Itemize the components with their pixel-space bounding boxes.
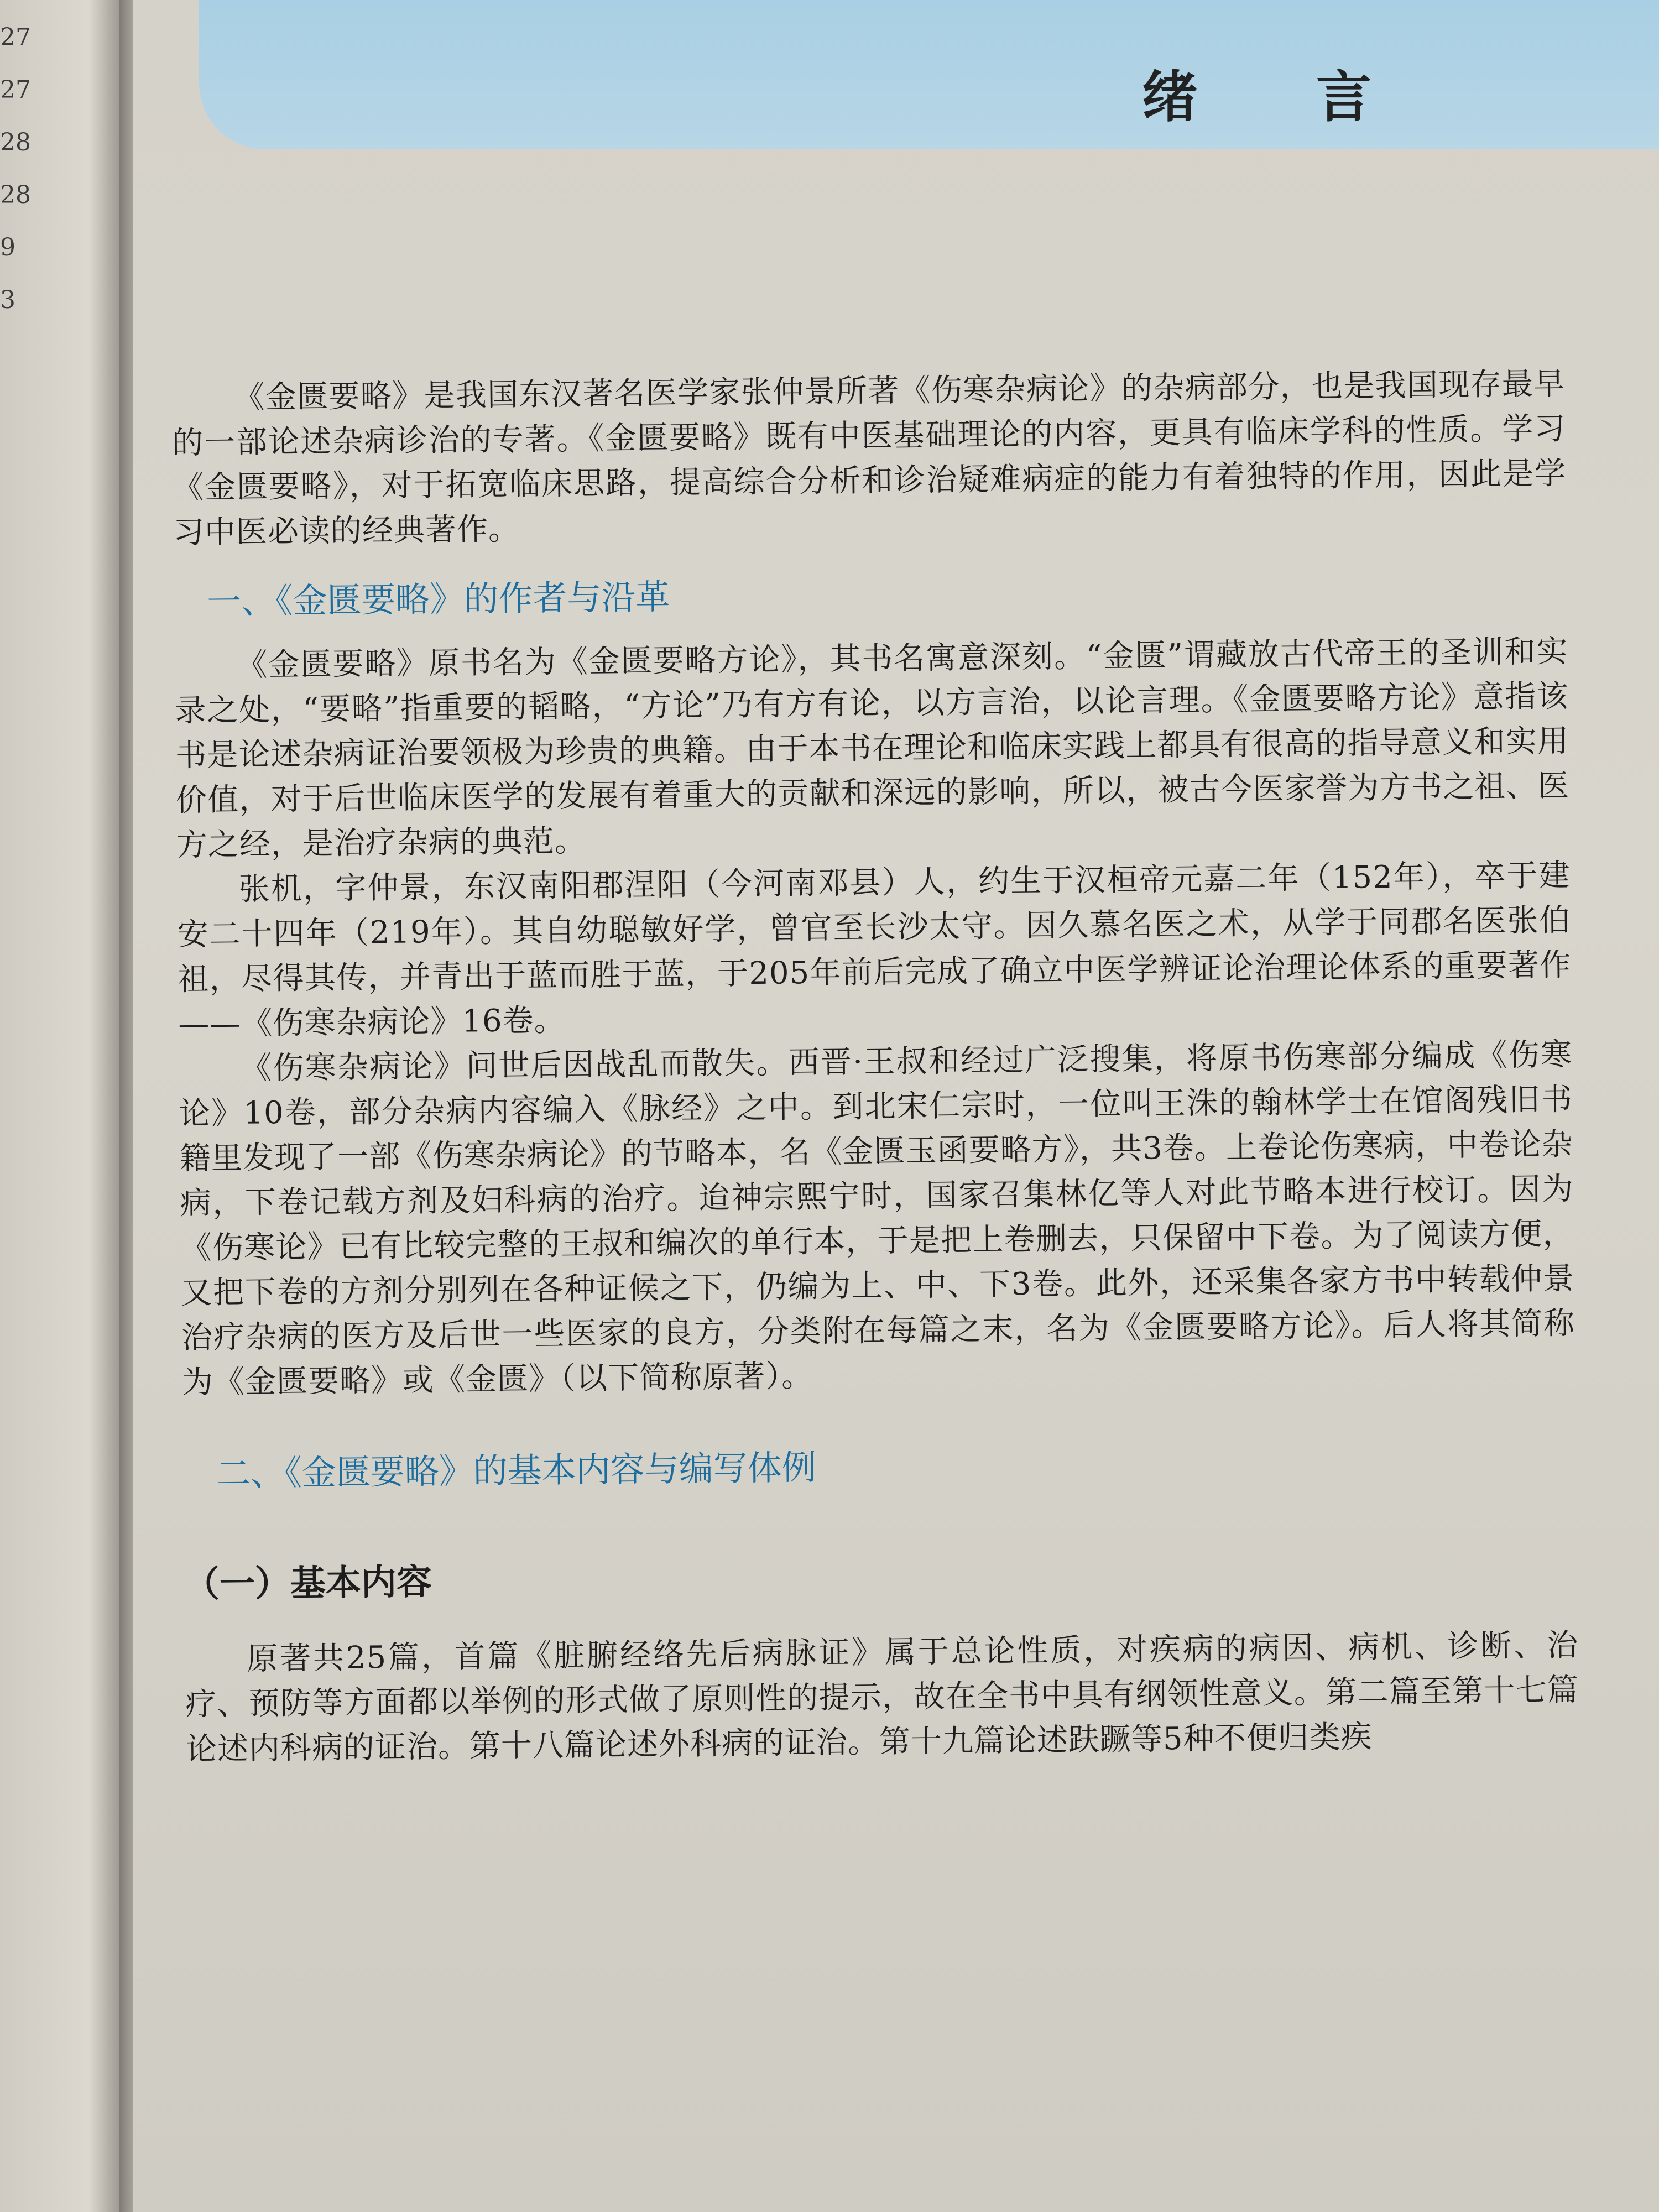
left-page-number: 9: [0, 233, 15, 262]
page-content: [171, 362, 1579, 1772]
left-page-edge: [0, 0, 127, 2212]
subsection-heading: （一）基本内容: [184, 1562, 432, 1605]
left-page-number: 28: [0, 128, 31, 156]
left-page-number: 28: [0, 181, 31, 209]
body-paragraph: 原著共25篇，首篇《脏腑经络先后病脉证》属于总论性质，对疾病的病因、病机、诊断、治疗、预防等方面都以举例的形式做了原则性的提示，故在全书中具有纲领性意义。第二篇至第十七篇论述内科病的证治。第十八篇论述外科病的证治。第十九篇论述趺蹶等5种不便归类疾: [185, 1627, 1579, 1767]
section-heading-1: 一、《金匮要略》的作者与沿革: [206, 576, 670, 622]
left-page-numbers: [0, 11, 44, 326]
section-heading-2: 二、《金匮要略》的基本内容与编写体例: [216, 1447, 817, 1494]
chapter-title: 绪 言: [1142, 65, 1421, 129]
body-paragraph: 《金匮要略》原书名为《金匮要略方论》，其书名寓意深刻。“金匮”谓藏放古代帝王的圣训和实录之处，“要略”指重要的韬略，“方论”乃有方有论，以方言治，以论言理。《金匮要略方论》意指该书是论述杂病证治要领极为珍贵的典籍。由于本书在理论和临床实践上都具有很高的指导意义和实用价值，对于后世临床医学的发展有着重大的贡献和深远的影响，所以，被古今医家誉为方书之祖、医方之经，是治疗杂病的典范。: [175, 633, 1570, 863]
left-page-number: 3: [0, 286, 15, 314]
intro-paragraph: 《金匮要略》是我国东汉著名医学家张仲景所著《伤寒杂病论》的杂病部分，也是我国现存最早的一部论述杂病诊治的专著。《金匮要略》既有中医基础理论的内容，更具有临床学科的性质。学习《金匮要略》，对于拓宽临床思路，提高综合分析和诊治疑难病症的能力有着独特的作用，因此是学习中医必读的经典著作。: [171, 366, 1567, 551]
body-paragraph: 《伤寒杂病论》问世后因战乱而散失。西晋·王叔和经过广泛搜集，将原书伤寒部分编成《伤寒论》10卷，部分杂病内容编入《脉经》之中。到北宋仁宗时，一位叫王洙的翰林学士在馆阁残旧书籍里发现了一部《伤寒杂病论》的节略本，名《金匮玉函要略方》，共3卷。上卷论伤寒病，中卷论杂病，下卷记载方剂及妇科病的治疗。迨神宗熙宁时，国家召集林亿等人对此节略本进行校订。因为《伤寒论》已有比较完整的王叔和编次的单行本，于是把上卷删去，只保留中下卷。为了阅读方便，又把下卷的方剂分别列在各种证候之下，仍编为上、中、下3卷。此外，还采集各家方书中转载仲景治疗杂病的医方及后世一些医家的良方，分类附在每篇之末，名为《金匮要略方论》。后人将其简称为《金匮要略》或《金匮》（以下简称原著）。: [179, 1036, 1575, 1401]
chapter-header-band: [199, 0, 1659, 149]
left-page-number: 27: [0, 23, 31, 51]
left-page-number: 27: [0, 76, 31, 104]
body-paragraph: 张机，字仲景，东汉南阳郡涅阳（今河南邓县）人，约生于汉桓帝元嘉二年（152年），卒于建安二十四年（219年）。其自幼聪敏好学，曾官至长沙太守。因久慕名医之术，从学于同郡名医张伯祖，尽得其传，并青出于蓝而胜于蓝，于205年前后完成了确立中医学辨证论治理论体系的重要著作——《伤寒杂病论》16卷。: [177, 857, 1572, 1042]
